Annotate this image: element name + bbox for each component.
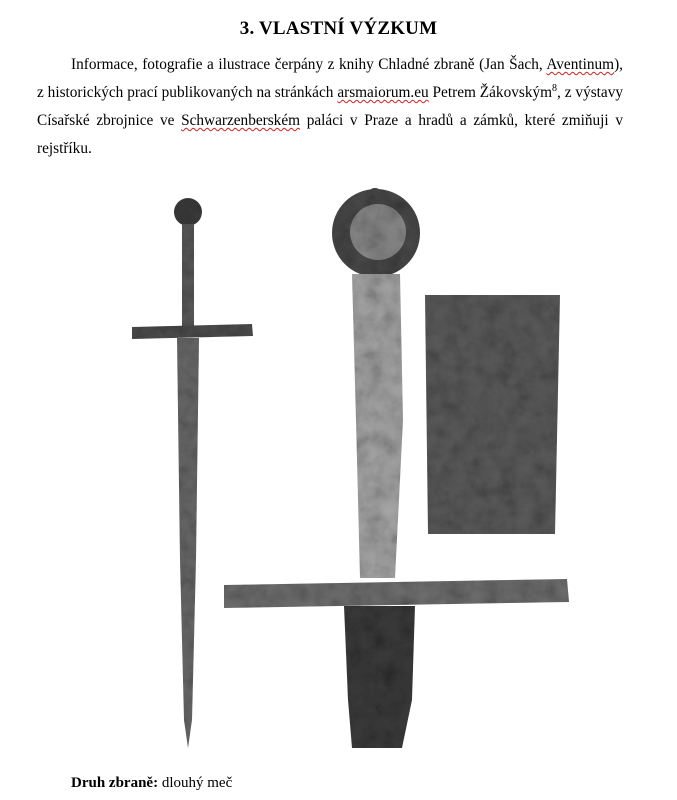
footnote-ref: 8 — [552, 82, 558, 94]
intro-paragraph — [37, 51, 623, 163]
spellcheck-word: arsmaiorum.eu — [337, 84, 429, 101]
spellcheck-word: Schwarzenberském — [181, 112, 301, 129]
para-text: paláci v Praze a hradů a zámků, které zmiňuji v rejstříku. — [37, 112, 623, 157]
para-text: Žákovským — [479, 84, 553, 101]
para-text: ), z historických prací publikovaných na stránkách — [37, 56, 623, 101]
para-text: , z výstavy Císařské zbrojnice ve — [37, 84, 624, 129]
para-text: Petrem — [432, 84, 476, 101]
spellcheck-word: Aventinum — [546, 56, 615, 73]
para-text: Informace, fotografie a ilustrace čerpány z knihy Chladné zbraně (Jan Šach, — [71, 56, 543, 73]
blade-texture-photo — [425, 295, 560, 534]
full-sword-photo — [132, 198, 253, 748]
weapon-type-caption — [71, 775, 232, 792]
section-heading: 3. VLASTNÍ VÝZKUM — [239, 18, 438, 39]
caption-value: dlouhý meč — [161, 775, 233, 791]
caption-label: Druh zbraně: — [71, 775, 159, 791]
sword-photos-figure — [120, 180, 590, 760]
